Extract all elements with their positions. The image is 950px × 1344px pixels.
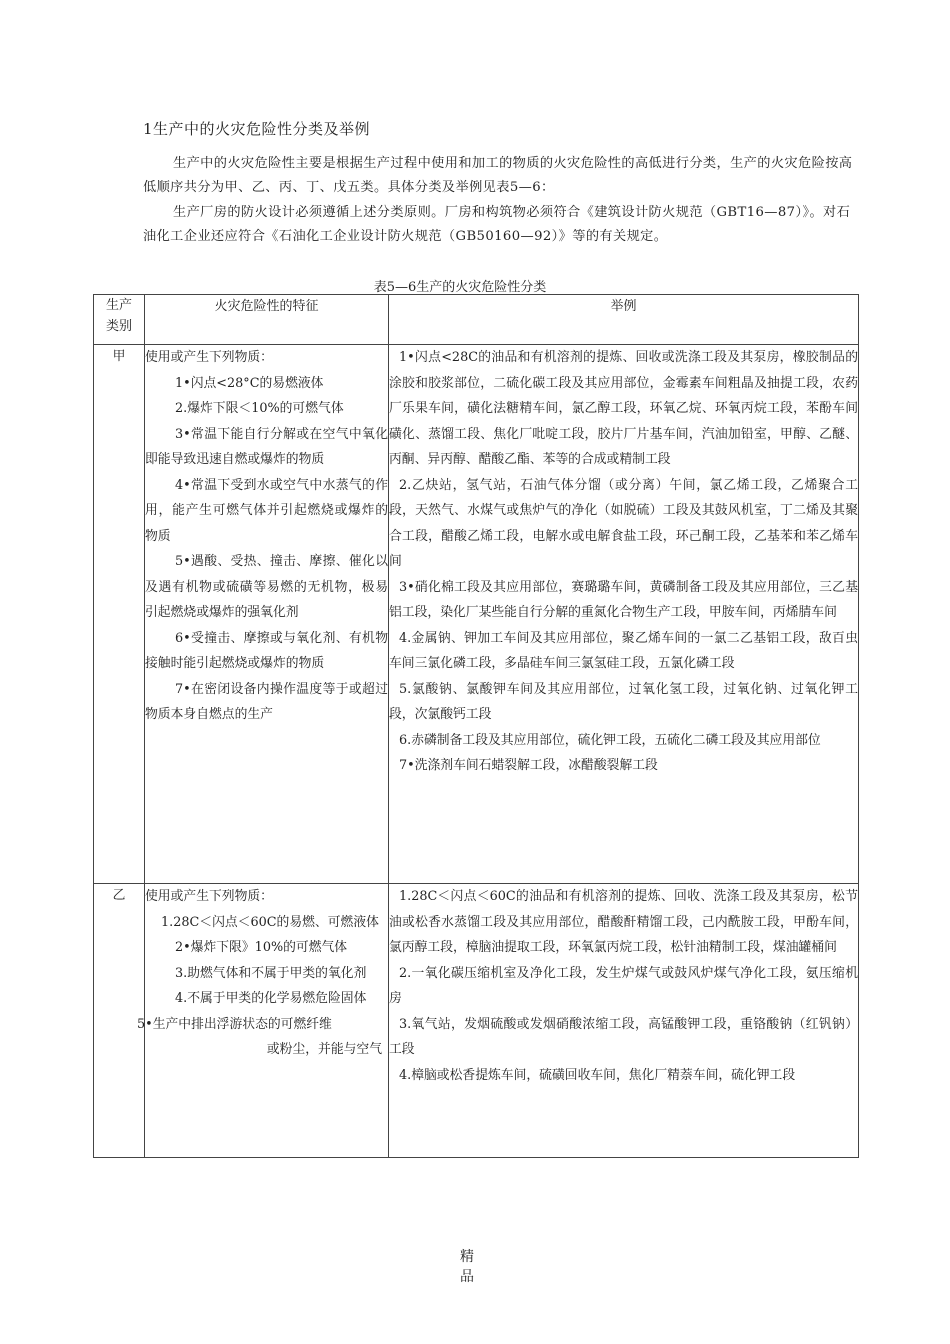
section-heading: 1生产中的火灾危险性分类及举例 [143, 120, 371, 138]
features-cell [145, 345, 389, 884]
page-footer: 精品 [460, 1249, 474, 1285]
feature-item: 2.爆炸下限＜10%的可燃气体 [175, 401, 344, 416]
feature-item: 4.不属于甲类的化学易燃危险固体 [175, 991, 367, 1006]
feature-item: 5•遇酸、受热、撞击、摩擦、催化以及遇有机物或硫磺等易燃的无机物，极易引起燃烧或爆炸的强氧化剂 [145, 554, 388, 620]
feature-item: 7•在密闭设备内操作温度等于或超过物质本身自燃点的生产 [145, 681, 388, 722]
feature-item: 2•爆炸下限》10%的可燃气体 [175, 940, 348, 955]
feature-item: 5•生产中排出浮游状态的可燃纤维 [137, 1016, 332, 1032]
examples-cell [389, 345, 859, 884]
feature-item: 1•闪点<28°C的易燃液体 [175, 375, 324, 391]
features-cell [137, 884, 389, 1158]
feature-item: 1.28C＜闪点＜60C的易燃、可燃液体 [161, 914, 379, 930]
table-caption: 表5—6生产的火灾危险性分类 [373, 280, 547, 295]
header-examples: 举例 [389, 295, 859, 345]
example-item: 2.一氧化碳压缩机室及净化工段，发生炉煤气或鼓风炉煤气净化工段，氨压缩机房 [389, 965, 858, 1006]
example-item: 1•闪点<28C的油品和有机溶剂的提炼、回收或洗涤工段及其泵房，橡胶制品的涂胶和胶浆部位，二硫化碳工段及其应用部位，金霉素车间粗晶及抽提工段，农药厂乐果车间，磺化法糖精车间，氯乙醇工段，环氧乙烷、环氧丙烷工段，苯酚车间磺化、蒸馏工段、焦化厂吡啶工段，胶片厂片基车间，汽油加铅室，甲醇、乙醚、丙酮、异丙醇、醋酸乙酯、苯等的合成或精制工段 [389, 350, 858, 467]
example-item: 4.樟脑或松香提炼车间，硫磺回收车间，焦化厂精萘车间，硫化钾工段 [399, 1067, 796, 1083]
example-item: 3.氧气站，发烟硫酸或发烟硝酸浓缩工段，高锰酸钾工段，重铬酸钠（红钒钠）工段 [389, 1016, 858, 1057]
intro-paragraph: 生产中的火灾危险性主要是根据生产过程中使用和加工的物质的火灾危险性的高低进行分类，生产的火灾危险按高低顺序共分为甲、乙、丙、丁、戊五类。具体分类及举例见表5—6： [143, 156, 853, 195]
example-item: 4.金属钠、钾加工车间及其应用部位，聚乙烯车间的一氯二乙基铝工段，敌百虫车间三氯化磷工段，多晶硅车间三氯氢硅工段，五氯化磷工段 [389, 630, 858, 671]
examples-cell [389, 884, 859, 1158]
table-row [94, 884, 859, 1158]
feature-item: 6•受撞击、摩擦或与氧化剂、有机物接触时能引起燃烧或爆炸的物质 [145, 630, 388, 671]
features-intro: 使用或产生下列物质： [145, 350, 273, 365]
table-header-row [94, 295, 859, 345]
feature-item: 或粉尘，并能与空气 [266, 1042, 382, 1057]
category-cell: 甲 [94, 345, 145, 884]
features-intro: 使用或产生下列物质： [145, 889, 273, 904]
category-cell: 乙 [94, 884, 145, 1158]
feature-item: 3•常温下能自行分解或在空气中氧化即能导致迅速自燃或爆炸的物质 [145, 426, 388, 467]
example-item: 6.赤磷制备工段及其应用部位，硫化钾工段，五硫化二磷工段及其应用部位 [399, 732, 821, 748]
table-row [94, 345, 859, 884]
example-item: 5.氯酸钠、氯酸钾车间及其应用部位，过氧化氢工段，过氧化钠、过氧化钾工段，次氯酸钙工段 [389, 681, 858, 722]
example-item: 1.28C＜闪点＜60C的油品和有机溶剂的提炼、回收、洗涤工段及其泵房，松节油或松香水蒸馏工段及其应用部位，醋酸酐精馏工段，己内酰胺工段，甲酚车间，氯丙醇工段，樟脑油提取工段，环氧氯丙烷工段，松针油精制工段，煤油罐桶间 [389, 889, 858, 955]
header-category: 生产 类别 [94, 295, 145, 345]
regulation-paragraph: 生产厂房的防火设计必须遵循上述分类原则。厂房和构筑物必须符合《建筑设计防火规范（GBT16—87）》。对石油化工企业还应符合《石油化工企业设计防火规范（GB50160—92）》等的有关规定。 [143, 205, 851, 244]
feature-item: 4•常温下受到水或空气中水蒸气的作用，能产生可燃气体并引起燃烧或爆炸的物质 [145, 477, 388, 544]
example-item: 3•硝化棉工段及其应用部位，赛璐璐车间，黄磷制备工段及其应用部位，三乙基铝工段，染化厂某些能自行分解的重氮化合物生产工段，甲胺车间，丙烯腈车间 [389, 579, 858, 620]
example-item: 7•洗涤剂车间石蜡裂解工段，冰醋酸裂解工段 [399, 758, 658, 773]
header-features: 火灾危险性的特征 [145, 295, 389, 345]
example-item: 2.乙炔站，氢气站，石油气体分馏（或分离）午间，氯乙烯工段，乙烯聚合工段，天然气、水煤气或焦炉气的净化（如脱硫）工段及其鼓风机室，丁二烯及其聚合工段，醋酸乙烯工段，电解水或电解食盐工段，环己酮工段，乙基苯和苯乙烯车间 [389, 477, 858, 569]
fire-hazard-table [93, 294, 859, 1158]
feature-item: 3.助燃气体和不属于甲类的氧化剂 [175, 965, 367, 981]
